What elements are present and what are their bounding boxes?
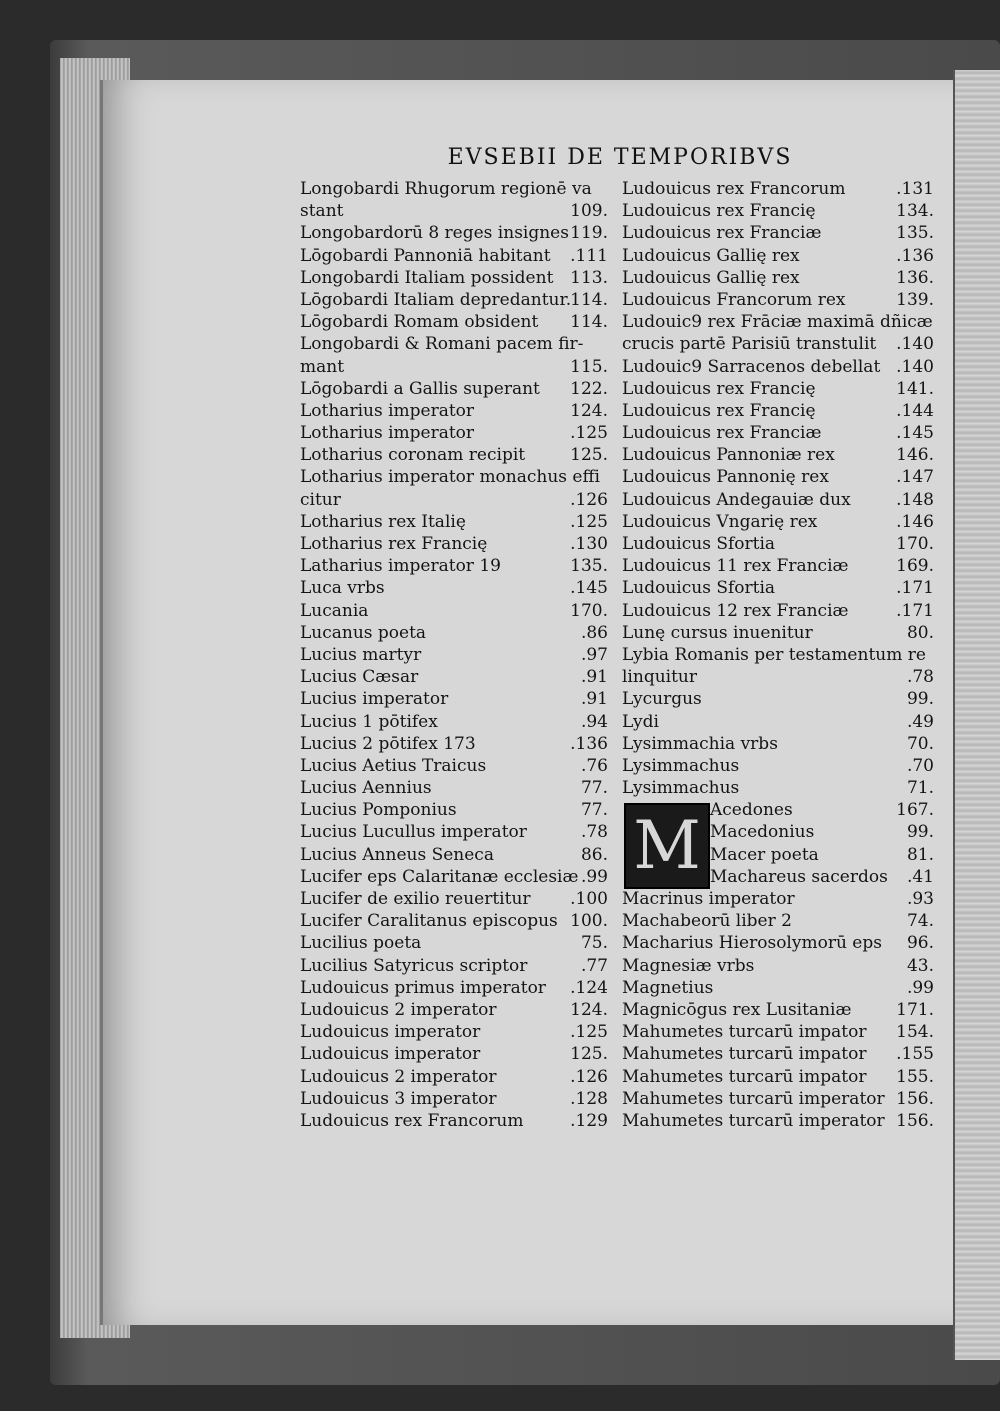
entry-page: .97	[580, 644, 608, 665]
entry-page: 135.	[570, 556, 608, 577]
entry-page: 86.	[580, 844, 608, 865]
entry-page: 114.	[570, 289, 608, 310]
index-entry	[300, 333, 608, 355]
entry-page: 167.	[896, 800, 934, 821]
index-entry	[622, 1021, 934, 1043]
entry-text: Lucius Aennius	[300, 778, 432, 799]
entry-page: .171	[896, 578, 934, 599]
entry-text: Ludouicus rex Francię	[622, 400, 816, 421]
index-entry	[300, 999, 608, 1021]
index-entry	[300, 844, 608, 866]
entry-page: .125	[570, 1022, 608, 1043]
index-column-right	[622, 178, 934, 1132]
index-entry	[622, 910, 934, 932]
index-entry	[300, 577, 608, 599]
entry-text: Acedones	[710, 800, 793, 821]
entry-page: .146	[896, 511, 934, 532]
index-entry	[300, 245, 608, 267]
entry-text: Lunę cursus inuenitur	[622, 622, 813, 643]
index-entry	[300, 955, 608, 977]
entry-page: 156.	[896, 1088, 934, 1109]
entry-text: Lucifer Caralitanus episcopus	[300, 911, 558, 932]
entry-text: Macedonius	[710, 822, 815, 843]
index-entry	[622, 444, 934, 466]
entry-page: 136.	[896, 267, 934, 288]
index-entry	[622, 577, 934, 599]
entry-text: Lōgobardi Romam obsident	[300, 312, 539, 333]
index-entry	[622, 622, 934, 644]
entry-text: Longobardi Italiam possident	[300, 267, 554, 288]
entry-text: Ludouic9 Sarracenos debellat	[622, 356, 881, 377]
entry-text: Lybia Romanis per testamentum re	[622, 644, 926, 665]
index-entry	[300, 1110, 608, 1132]
entry-text: Lucius Pomponius	[300, 800, 457, 821]
index-entry	[622, 333, 934, 355]
entry-text: Macrinus imperator	[622, 889, 795, 910]
entry-text: Ludouicus Pannonię rex	[622, 467, 829, 488]
entry-text: Mahumetes turcarū impator	[622, 1066, 867, 1087]
index-entry	[622, 644, 934, 666]
entry-page: 43.	[906, 955, 934, 976]
entry-page: 113.	[570, 267, 608, 288]
entry-text: Lucius Anneus Seneca	[300, 844, 494, 865]
index-entry	[300, 799, 608, 821]
entry-text: crucis partē Parisiū transtulit	[622, 334, 877, 355]
entry-page: 99.	[906, 822, 934, 843]
index-entry	[710, 821, 934, 843]
index-entry	[622, 489, 934, 511]
entry-page: 134.	[896, 201, 934, 222]
entry-text: Ludouicus Francorum rex	[622, 289, 846, 310]
index-entry	[622, 466, 934, 488]
entry-page: .86	[580, 622, 608, 643]
index-entry	[622, 1088, 934, 1110]
entry-page: .136	[570, 733, 608, 754]
entry-page: 119.	[570, 223, 608, 244]
index-entry	[300, 666, 608, 688]
index-entry	[300, 222, 608, 244]
entry-page: 124.	[570, 999, 608, 1020]
index-entry	[300, 688, 608, 710]
entry-text: Lucania	[300, 600, 369, 621]
index-entry	[300, 600, 608, 622]
entry-text: Ludouicus rex Francorum	[622, 179, 846, 199]
entry-page: 155.	[896, 1066, 934, 1087]
index-entry	[300, 1021, 608, 1043]
entry-page: .129	[570, 1110, 608, 1131]
entry-text: Lucius Cæsar	[300, 667, 419, 688]
index-entry	[622, 245, 934, 267]
entry-page: .145	[570, 578, 608, 599]
entry-text: Ludouicus Sfortia	[622, 578, 776, 599]
entry-text: Ludouicus Vngarię rex	[622, 511, 818, 532]
entry-text: Lotharius rex Italię	[300, 511, 466, 532]
entry-text: Ludouicus Sfortia	[622, 534, 776, 554]
index-entry	[300, 533, 608, 555]
index-entry	[622, 666, 934, 688]
entry-page: .41	[906, 866, 934, 887]
entry-page: .125	[570, 511, 608, 532]
index-entry	[300, 821, 608, 843]
index-column-left	[300, 178, 608, 1132]
entry-page: .70	[906, 755, 934, 776]
entry-text: Mahumetes turcarū imperator	[622, 1088, 885, 1109]
index-entry	[622, 222, 934, 244]
entry-text: Ludouicus rex Francię	[622, 378, 816, 399]
index-entry	[300, 622, 608, 644]
entry-page: 74.	[906, 911, 934, 932]
entry-text: Lotharius imperator	[300, 400, 475, 421]
index-entry	[622, 733, 934, 755]
index-entry	[300, 1043, 608, 1065]
entry-page: 100.	[570, 911, 608, 932]
entry-page: 124.	[570, 400, 608, 421]
entry-page: .140	[896, 356, 934, 377]
index-entry	[300, 422, 608, 444]
index-entry	[622, 356, 934, 378]
entry-page: .91	[580, 689, 608, 710]
entry-page: 125.	[570, 1044, 608, 1065]
entry-text: Lucilius poeta	[300, 933, 422, 954]
entry-page: .130	[570, 534, 608, 554]
entry-text: Lysimmachia vrbs	[622, 733, 778, 754]
entry-text: Ludouicus Gallię rex	[622, 267, 800, 288]
entry-text: Longobardi & Romani pacem fir-	[300, 334, 584, 355]
index-entry	[300, 400, 608, 422]
entry-page: 135.	[896, 223, 934, 244]
entry-text: Ludouicus 2 imperator	[300, 999, 497, 1020]
index-entry	[300, 755, 608, 777]
index-entry	[300, 910, 608, 932]
entry-page: 70.	[906, 733, 934, 754]
entry-page: .93	[906, 889, 934, 910]
entry-text: stant	[300, 201, 344, 222]
entry-page: 115.	[570, 356, 608, 377]
entry-text: Ludouicus 11 rex Franciæ	[622, 556, 849, 577]
index-entry	[300, 555, 608, 577]
index-entry	[622, 533, 934, 555]
entry-page: 170.	[896, 534, 934, 554]
entry-page: .155	[896, 1044, 934, 1065]
index-entry	[622, 311, 934, 333]
entry-page: .147	[896, 467, 934, 488]
entry-page: 122.	[570, 378, 608, 399]
entry-page: .78	[906, 667, 934, 688]
index-entry	[300, 356, 608, 378]
entry-text: Ludouicus rex Francorum	[300, 1110, 524, 1131]
entry-page: 125.	[570, 445, 608, 466]
entry-text: Ludouicus Pannoniæ rex	[622, 445, 835, 466]
entry-page: 71.	[906, 778, 934, 799]
entry-page: 99.	[906, 689, 934, 710]
initial-block	[622, 799, 934, 888]
entry-text: Magnetius	[622, 977, 714, 998]
entry-text: Macer poeta	[710, 844, 819, 865]
index-entry	[300, 466, 608, 488]
entry-text: Magnicōgus rex Lusitaniæ	[622, 999, 852, 1020]
entry-text: Lucius imperator	[300, 689, 449, 710]
index-entry	[622, 688, 934, 710]
entry-text: Lōgobardi Italiam depredantur.	[300, 289, 572, 310]
entry-page: 139.	[896, 289, 934, 310]
index-entry	[622, 378, 934, 400]
entry-page: 109.	[570, 201, 608, 222]
index-entry	[622, 1110, 934, 1132]
entry-text: Mahumetes turcarū impator	[622, 1022, 867, 1043]
index-entry	[622, 888, 934, 910]
index-entry	[300, 1066, 608, 1088]
index-entry	[622, 777, 934, 799]
index-entry	[300, 644, 608, 666]
index-entry	[622, 400, 934, 422]
entry-text: Ludouicus Andegauiæ dux	[622, 489, 851, 510]
entry-text: Lydi	[622, 711, 659, 732]
entry-text: Lucius Aetius Traicus	[300, 755, 487, 776]
index-entry	[300, 777, 608, 799]
index-entry	[300, 932, 608, 954]
index-entry	[622, 422, 934, 444]
index-entry	[300, 1088, 608, 1110]
entry-page: .140	[896, 334, 934, 355]
index-entry	[710, 866, 934, 888]
index-entry	[622, 755, 934, 777]
entry-text: Ludouicus rex Franciæ	[622, 223, 822, 244]
entry-page: .128	[570, 1088, 608, 1109]
index-entry	[300, 733, 608, 755]
entry-text: mant	[300, 356, 345, 377]
entry-text: Ludouicus rex Francię	[622, 201, 816, 222]
entry-text: Lotharius imperator monachus effi	[300, 467, 600, 488]
index-entry	[300, 200, 608, 222]
entry-text: Lōgobardi Pannoniā habitant	[300, 245, 551, 266]
index-entry	[622, 1066, 934, 1088]
entry-page: .94	[580, 711, 608, 732]
index-entry	[622, 1043, 934, 1065]
entry-page: .145	[896, 423, 934, 444]
entry-page: .49	[906, 711, 934, 732]
entry-text: Lycurgus	[622, 689, 702, 710]
entry-page: .99	[906, 977, 934, 998]
entry-text: Lysimmachus	[622, 755, 740, 776]
index-entry	[622, 555, 934, 577]
index-entry	[300, 378, 608, 400]
index-entry	[300, 977, 608, 999]
entry-text: citur	[300, 489, 341, 510]
decorated-initial-m: M	[624, 803, 710, 889]
entry-text: Macharius Hierosolymorū eps	[622, 933, 882, 954]
index-entry	[622, 932, 934, 954]
entry-text: Ludouicus primus imperator	[300, 977, 546, 998]
entry-text: Ludouicus imperator	[300, 1044, 481, 1065]
page-header: EVSEBII DE TEMPORIBVS	[447, 145, 793, 170]
index-entry	[622, 977, 934, 999]
index-entry	[622, 200, 934, 222]
entry-text: Ludouicus 3 imperator	[300, 1088, 497, 1109]
entry-text: Lucifer de exilio reuertitur	[300, 889, 531, 909]
index-entry	[622, 999, 934, 1021]
entry-page: .171	[896, 600, 934, 621]
entry-page: 141.	[896, 378, 934, 399]
entry-text: Lotharius coronam recipit	[300, 445, 526, 466]
index-entry	[300, 444, 608, 466]
entry-page: 96.	[906, 933, 934, 954]
entry-text: Lōgobardi a Gallis superant	[300, 378, 540, 399]
entry-text: Lotharius imperator	[300, 423, 475, 444]
entry-text: Mahumetes turcarū impator	[622, 1044, 867, 1065]
entry-text: Luca vrbs	[300, 578, 385, 599]
entry-page: .148	[896, 489, 934, 510]
entry-page: .77	[580, 955, 608, 976]
entry-page: .78	[580, 822, 608, 843]
entry-page: 77.	[580, 778, 608, 799]
entry-page: .111	[570, 245, 608, 266]
entry-page: 80.	[906, 622, 934, 643]
entry-page: .124	[570, 977, 608, 998]
entry-text: Latharius imperator 19	[300, 556, 501, 577]
entry-page: .131	[896, 179, 934, 199]
entry-text: Lucius 2 pōtifex 173	[300, 733, 476, 754]
entry-text: linquitur	[622, 667, 697, 688]
entry-page: .91	[580, 667, 608, 688]
entry-page: 154.	[896, 1022, 934, 1043]
entry-page: .125	[570, 423, 608, 444]
index-entry	[622, 267, 934, 289]
entry-text: Machabeorū liber 2	[622, 911, 792, 932]
entry-text: Ludouicus Gallię rex	[622, 245, 800, 266]
index-entry	[300, 511, 608, 533]
entry-text: Lucilius Satyricus scriptor	[300, 955, 528, 976]
index-entry	[300, 267, 608, 289]
entry-page: .99	[580, 866, 608, 887]
entry-page: .100	[570, 889, 608, 909]
index-entry	[622, 178, 934, 200]
entry-page: 171.	[896, 999, 934, 1020]
entry-page: 81.	[906, 844, 934, 865]
entry-text: Mahumetes turcarū imperator	[622, 1110, 885, 1131]
entry-page: .126	[570, 489, 608, 510]
index-entry	[622, 511, 934, 533]
index-entry	[300, 888, 608, 910]
entry-text: Lucifer eps Calaritanæ ecclesiæ	[300, 866, 579, 887]
entry-text: Ludouicus 12 rex Franciæ	[622, 600, 849, 621]
entry-text: Lucius Lucullus imperator	[300, 822, 527, 843]
entry-text: Machareus sacerdos	[710, 866, 888, 887]
entry-page: .136	[896, 245, 934, 266]
entry-text: Longobardorū 8 reges insignes	[300, 223, 569, 244]
entry-page: 146.	[896, 445, 934, 466]
index-entry	[300, 711, 608, 733]
index-entry	[300, 178, 608, 200]
index-entry	[300, 289, 608, 311]
entry-page: .126	[570, 1066, 608, 1087]
entry-text: Lucius 1 pōtifex	[300, 711, 438, 732]
entry-text: Ludouicus imperator	[300, 1022, 481, 1043]
index-entry	[710, 799, 934, 821]
entry-page: 114.	[570, 312, 608, 333]
index-entry	[622, 289, 934, 311]
index-entry	[300, 489, 608, 511]
entry-page: 156.	[896, 1110, 934, 1131]
entry-text: Ludouicus 2 imperator	[300, 1066, 497, 1087]
entry-text: Lotharius rex Francię	[300, 534, 488, 554]
entry-text: Lucius martyr	[300, 644, 422, 665]
entry-text: Magnesiæ vrbs	[622, 955, 755, 976]
entry-page: 169.	[896, 556, 934, 577]
index-entry	[622, 711, 934, 733]
entry-page: 75.	[580, 933, 608, 954]
index-entry	[300, 866, 608, 888]
entry-page: .76	[580, 755, 608, 776]
entry-page: .144	[896, 400, 934, 421]
index-entry	[300, 311, 608, 333]
entry-page: 77.	[580, 800, 608, 821]
entry-text: Longobardi Rhugorum regionē va	[300, 179, 592, 199]
index-entry	[622, 955, 934, 977]
entry-text: Ludouicus rex Franciæ	[622, 423, 822, 444]
page-edges-right	[953, 70, 1000, 1360]
index-entry	[622, 600, 934, 622]
entry-page: 170.	[570, 600, 608, 621]
index-entry	[710, 844, 934, 866]
entry-text: Ludouic9 rex Frāciæ maximā dñicæ	[622, 312, 933, 333]
entry-text: Lucanus poeta	[300, 622, 427, 643]
entry-text: Lysimmachus	[622, 778, 740, 799]
